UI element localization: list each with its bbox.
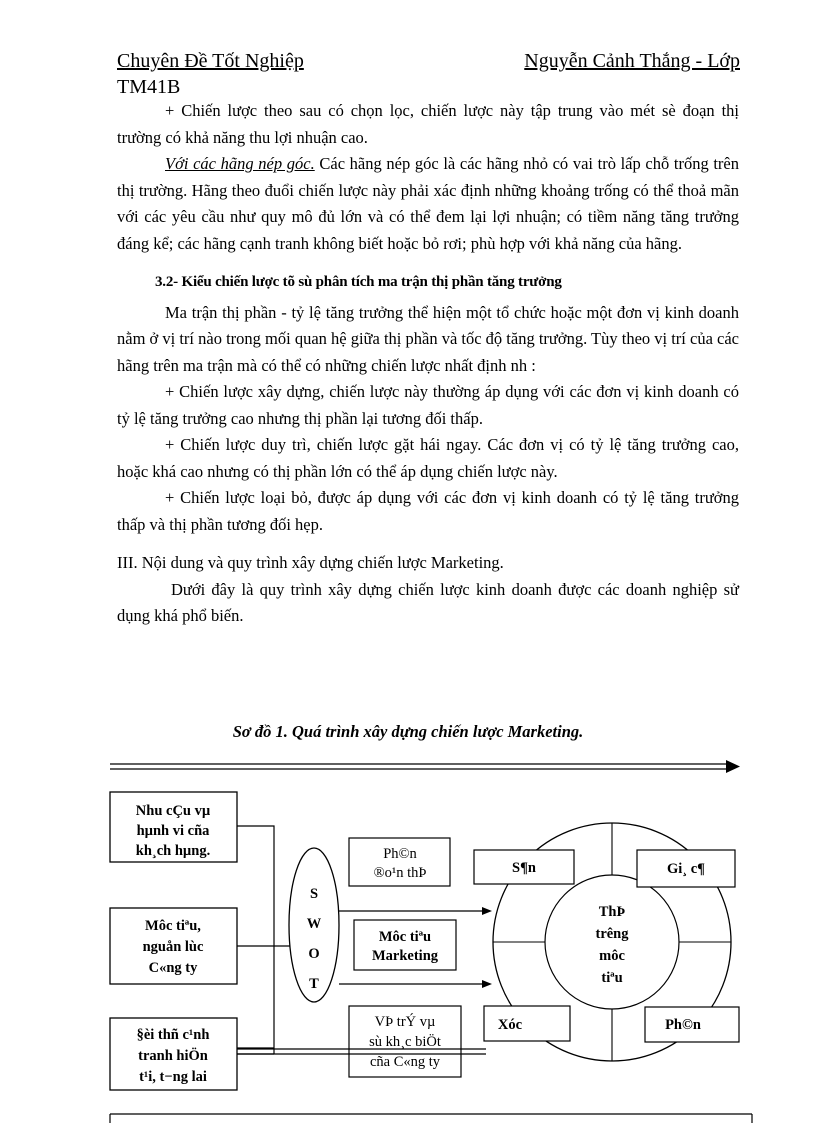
competitors-line-3: t¹i, t−ng lai <box>139 1069 207 1085</box>
positioning-line-3: cña C«ng ty <box>369 1054 441 1070</box>
header-author: Nguyễn Cảnh Thắng - Lớp <box>524 50 740 72</box>
paragraph-maintain: + Chiến lược duy trì, chiến lược gặt hái ngay. Các đơn vị có tỷ lệ tăng trưởng cao, hoặc khá cao nhưng có thị phần lớn có thể áp dụng chiến lược này. <box>117 435 739 481</box>
marketing-goals-line-2: Marketing <box>371 948 439 964</box>
positioning-line-1: VÞ trÝ vµ <box>374 1014 436 1030</box>
header-class: TM41B <box>117 76 181 98</box>
paragraph-process: Dưới đây là quy trình xây dựng chiến lược kinh doanh được các doanh nghiệp sử dụng khá phổ biến. <box>117 579 739 625</box>
paragraph-build: + Chiến lược xây dựng, chiến lược này thường áp dụng với các đơn vị kinh doanh có tỷ lệ tăng trưởng cao nhưng thị phần lại tương đối thấp. <box>117 382 739 428</box>
niche-text: Các hãng nép góc là các hãng nhỏ có vai trò lấp chỗ trống trên thị trường. Hãng theo đuổi chiến lược này phải xác định những khoảng trống có thể thoả mãn với các yêu cầu như quy mô đủ lớn và có thể đem lại lợi nhuận; có tiềm năng tăng trưởng đáng kể; các hãng cạnh tranh không biết hoặc bỏ rơi; phù hợp với khả năng của hãng. <box>117 154 739 253</box>
segmentation-line-2: ®o¹n thÞ <box>373 865 427 881</box>
segmentation-line-1: Ph©n <box>383 846 417 862</box>
target-market-line-4: tiªu <box>601 970 623 986</box>
swot-w: W <box>306 916 322 932</box>
niche-emphasis: Với các hãng nép góc. <box>165 154 315 173</box>
target-market-line-2: trêng <box>595 926 629 942</box>
paragraph-selective-follow: + Chiến lược theo sau có chọn lọc, chiến lược này tập trung vào mét sè đoạn thị trường có khả năng thu lợi nhuận cao. <box>117 101 739 147</box>
product-label: S¶n <box>512 860 536 876</box>
positioning-line-2: sù kh¸c biÖt <box>369 1034 441 1050</box>
target-market-line-3: môc <box>599 948 625 964</box>
marketing-goals-line-1: Môc tiªu <box>378 929 432 945</box>
arrow-head-lower <box>482 980 492 988</box>
paragraph-matrix: Ma trận thị phần - tỷ lệ tăng trưởng thể hiện một tổ chức hoặc một đơn vị kinh doanh nằm ở vị trí nào trong mối quan hệ giữa thị phần và tốc độ tăng trưởng. Tùy theo vị trí của các hãng trên ma trận mà có thể có những chiến lược nhất định nh : <box>117 302 740 375</box>
customer-needs-line-1: Nhu cÇu vµ <box>135 803 211 819</box>
target-inner-circle <box>545 875 679 1009</box>
customer-needs-line-2: hµnh vi cña <box>136 823 210 839</box>
header-title: Chuyên Đề Tốt Nghiệp <box>117 50 304 72</box>
price-label: Gi¸ c¶ <box>666 861 706 877</box>
swot-t: T <box>309 976 319 992</box>
target-market-line-1: ThÞ <box>598 904 626 920</box>
customer-needs-line-3: kh¸ch hµng. <box>135 843 211 859</box>
competitors-line-2: tranh hiÖn <box>138 1048 208 1064</box>
company-goals-line-3: C«ng ty <box>148 960 198 976</box>
swot-s: S <box>309 886 319 902</box>
bottom-frame <box>110 1114 752 1123</box>
top-arrow <box>110 760 740 773</box>
section-heading-3: III. Nội dung và quy trình xây dựng chiến lược Marketing. <box>117 553 504 572</box>
distribution-label: Ph©n <box>665 1017 701 1033</box>
diagram-caption: Sơ đồ 1. Quá trình xây dựng chiến lược Marketing. <box>232 722 584 741</box>
promotion-box <box>484 1006 570 1041</box>
company-goals-line-1: Môc tiªu, <box>145 918 201 934</box>
swot-o: O <box>308 946 320 962</box>
arrow-head-upper <box>482 907 492 915</box>
paragraph-divest: + Chiến lược loại bỏ, được áp dụng với các đơn vị kinh doanh có tỷ lệ tăng trưởng thấp và thị phần tương đối hẹp. <box>117 488 739 534</box>
subheading-3-2: 3.2- Kiểu chiến lược tõ sù phân tích ma trận thị phần tăng trưởng <box>155 274 562 290</box>
competitors-line-1: §èi thñ c¹nh <box>136 1027 210 1043</box>
company-goals-line-2: nguån lùc <box>142 939 204 955</box>
promotion-label: Xóc <box>497 1017 523 1033</box>
